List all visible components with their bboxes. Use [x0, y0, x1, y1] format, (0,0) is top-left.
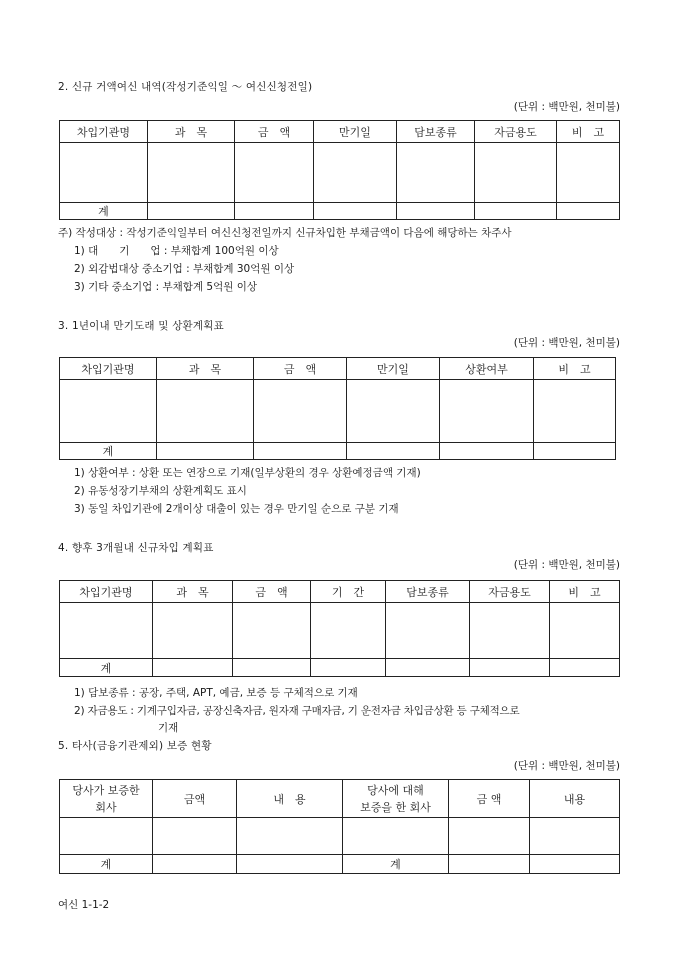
col-header: 내용	[530, 780, 620, 818]
col-header: 담보종류	[397, 121, 475, 143]
total-label: 계	[60, 203, 148, 220]
col-header: 당사가 보증한 회사	[60, 780, 153, 818]
col-header: 자금용도	[475, 121, 557, 143]
section-5-table	[59, 779, 620, 874]
note-line: 1) 담보종류 : 공장, 주택, APT, 예금, 보증 등 구체적으로 기재	[74, 687, 358, 699]
section-4-table	[59, 580, 620, 677]
col-header: 차입기관명	[60, 121, 148, 143]
section-4-unit: (단위 : 백만원, 천미불)	[513, 559, 620, 571]
table-row	[60, 818, 620, 855]
table-header-row	[60, 358, 616, 380]
total-row	[60, 659, 620, 677]
total-label: 계	[343, 855, 449, 874]
table-header-row	[60, 581, 620, 603]
note-line: 2) 외감법대상 중소기업 : 부채합계 30억원 이상	[74, 263, 295, 275]
total-row	[60, 203, 620, 220]
note-line: 1) 대 기 업 : 부채합계 100억원 이상	[74, 245, 279, 257]
col-header: 과 목	[153, 581, 233, 603]
col-header: 만기일	[314, 121, 397, 143]
note-line: 주) 작성대상 : 작성기준익일부터 여신신청전일까지 신규차입한 부채금액이 다음에 해당하는 차주사	[58, 227, 512, 239]
col-header: 만기일	[347, 358, 440, 380]
col-header: 금 액	[254, 358, 347, 380]
note-line: 3) 기타 중소기업 : 부채합계 5억원 이상	[74, 281, 258, 293]
col-header: 당사에 대해 보증을 한 회사	[343, 780, 449, 818]
col-header: 금 액	[233, 581, 311, 603]
col-header: 내 용	[237, 780, 343, 818]
note-line: 2) 자금용도 : 기계구입자금, 공장신축자금, 원자재 구매자금, 기 운전자금 차입금상환 등 구체적으로	[74, 705, 520, 717]
section-4-title: 4. 향후 3개월내 신규차입 계획표	[58, 542, 214, 554]
section-3-table	[59, 357, 616, 460]
note-line: 기재	[158, 722, 179, 734]
table-header-row	[60, 780, 620, 818]
section-3-unit: (단위 : 백만원, 천미불)	[513, 337, 620, 349]
col-header: 비 고	[550, 581, 620, 603]
col-header: 비 고	[534, 358, 616, 380]
col-header: 상환여부	[440, 358, 534, 380]
table-row	[60, 380, 616, 443]
col-header: 차입기관명	[60, 358, 157, 380]
col-header: 과 목	[157, 358, 254, 380]
total-row	[60, 855, 620, 874]
section-2-table	[59, 120, 620, 220]
section-2-unit: (단위 : 백만원, 천미불)	[513, 101, 620, 113]
table-row	[60, 603, 620, 659]
section-5-unit: (단위 : 백만원, 천미불)	[513, 760, 620, 772]
form-number: 여신 1-1-2	[58, 899, 110, 911]
note-line: 1) 상환여부 : 상환 또는 연장으로 기재(일부상환의 경우 상환예정금액 기재)	[74, 467, 421, 479]
note-line: 3) 동일 차입기관에 2개이상 대출이 있는 경우 만기일 순으로 구분 기재	[74, 503, 399, 515]
col-header: 비 고	[557, 121, 620, 143]
col-header: 차입기관명	[60, 581, 153, 603]
col-header: 과 목	[148, 121, 235, 143]
col-header: 담보종류	[386, 581, 470, 603]
col-header: 금액	[153, 780, 237, 818]
total-label: 계	[60, 443, 157, 460]
section-5-title: 5. 타사(금융기관제외) 보증 현황	[58, 740, 212, 752]
col-header: 금 액	[449, 780, 530, 818]
section-2-title: 2. 신규 거액여신 내역(작성기준익일 ～ 여신신청전일)	[58, 81, 313, 93]
col-header: 기 간	[311, 581, 386, 603]
col-header: 자금용도	[470, 581, 550, 603]
total-row	[60, 443, 616, 460]
table-header-row	[60, 121, 620, 143]
total-label: 계	[60, 659, 153, 677]
section-3-title: 3. 1년이내 만기도래 및 상환계획표	[58, 320, 224, 332]
col-header: 금 액	[235, 121, 314, 143]
table-row	[60, 143, 620, 203]
total-label: 계	[60, 855, 153, 874]
note-line: 2) 유동성장기부채의 상환계획도 표시	[74, 485, 247, 497]
